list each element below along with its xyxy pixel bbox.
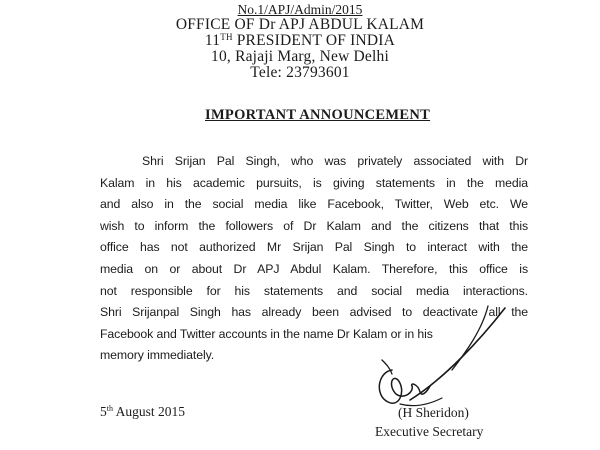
body-line: Shri Srijan Pal Singh, who was privately associated with Dr — [142, 154, 528, 168]
office-name: OFFICE OF Dr APJ ABDUL KALAM — [175, 16, 425, 33]
letter-date — [100, 404, 185, 420]
office-address: 10, Rajaji Marg, New Delhi — [211, 48, 389, 65]
office-telephone: Tele: 23793601 — [250, 64, 350, 81]
body-line: not responsible for his statements and social media interactions. — [100, 283, 528, 298]
body-line: wish to inform the followers of Dr Kalam and the citizens that this — [100, 218, 528, 233]
body-line: Facebook and Twitter accounts in the name Dr Kalam or in his — [100, 326, 433, 341]
letterhead — [150, 2, 450, 81]
body-line: office has not authorized Mr Srijan Pal Singh to interact with the — [100, 240, 528, 255]
body-line: Shri Srijanpal Singh has already been advised to deactivate all the — [100, 305, 528, 320]
date-day-suffix: th — [106, 404, 113, 413]
signatory-name: (H Sheridon) — [398, 405, 469, 420]
date-day: 5 — [100, 404, 107, 419]
signatory-title: Executive Secretary — [375, 424, 484, 439]
date-month-year: August 2015 — [112, 404, 185, 419]
reference-number: No.1/APJ/Admin/2015 — [237, 2, 363, 17]
designation-ordinal-suffix: TH — [220, 32, 233, 42]
designation-text: PRESIDENT OF INDIA — [232, 32, 396, 49]
body-line: and also in the social media like Facebook, Twitter, Web etc. We — [100, 197, 528, 212]
designation-line — [150, 33, 450, 49]
designation-ordinal: 11 — [204, 32, 221, 49]
body-line: Kalam in his academic pursuits, is giving statements in the media — [100, 175, 528, 190]
body-line: memory immediately. — [100, 348, 215, 363]
announcement-heading: IMPORTANT ANNOUNCEMENT — [205, 107, 431, 123]
body-line: media on or about Dr APJ Abdul Kalam. Therefore, this office is — [100, 261, 528, 276]
handwritten-signature — [370, 300, 510, 420]
